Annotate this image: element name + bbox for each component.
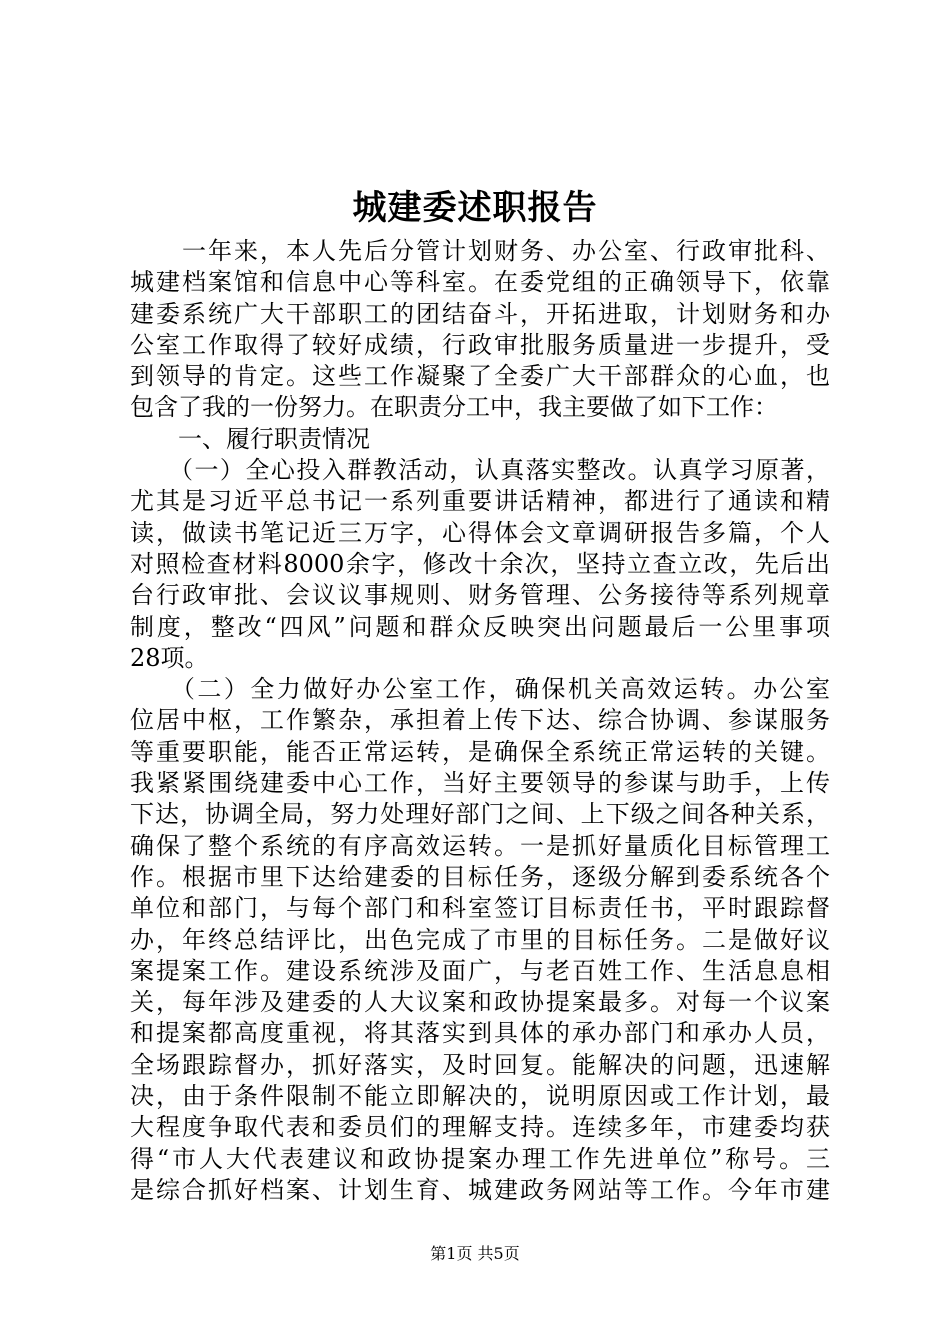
text-line: 单位和部门，与每个部门和科室签订目标责任书，平时跟踪督 <box>130 894 830 923</box>
text-line: 作。根据市里下达给建委的目标任务，逐级分解到委系统各个 <box>130 862 830 891</box>
text-line: 台行政审批、会议议事规则、财务管理、公务接待等系列规章 <box>130 581 830 610</box>
text-line: （二）全力做好办公室工作，确保机关高效运转。办公室 <box>130 675 830 704</box>
text-line: 一年来，本人先后分管计划财务、办公室、行政审批科、 <box>130 237 830 265</box>
text-line: 尤其是习近平总书记一系列重要讲话精神，都进行了通读和精 <box>130 487 830 516</box>
text-line: 读，做读书笔记近三万字，心得体会文章调研报告多篇，个人 <box>130 518 830 547</box>
text-line: 等重要职能，能否正常运转，是确保全系统正常运转的关键。 <box>130 737 830 766</box>
text-line: 包含了我的一份努力。在职责分工中，我主要做了如下工作： <box>130 393 778 422</box>
text-line: 公室工作取得了较好成绩，行政审批服务质量进一步提升，受 <box>130 330 830 359</box>
text-line: 位居中枢，工作繁杂，承担着上传下达、综合协调、参谋服务 <box>130 706 830 735</box>
text-line: 建委系统广大干部职工的团结奋斗，开拓进取，计划财务和办 <box>130 299 830 328</box>
text-line: 我紧紧围绕建委中心工作，当好主要领导的参谋与助手，上传 <box>130 769 830 798</box>
text-line: 和提案都高度重视，将其落实到具体的承办部门和承办人员， <box>130 1019 830 1048</box>
text-line: 确保了整个系统的有序高效运转。一是抓好量质化目标管理工 <box>130 831 830 860</box>
text-line: 案提案工作。建设系统涉及面广，与老百姓工作、生活息息相 <box>130 956 830 985</box>
text-line: （一）全心投入群教活动，认真落实整改。认真学习原著， <box>130 456 830 485</box>
page-footer: 第1页 共5页 <box>430 1244 520 1263</box>
text-line: 办，年终总结评比，出色完成了市里的目标任务。二是做好议 <box>130 925 830 954</box>
text-line: 大程度争取代表和委员们的理解支持。连续多年，市建委均获 <box>130 1113 830 1142</box>
text-line: 28项。 <box>130 643 209 672</box>
text-line: 制度，整改“四风”问题和群众反映突出问题最后一公里事项 <box>130 612 830 641</box>
text-line: 全场跟踪督办，抓好落实，及时回复。能解决的问题，迅速解 <box>130 1050 830 1079</box>
text-line: 得“市人大代表建议和政协提案办理工作先进单位”称号。三 <box>130 1144 830 1173</box>
text-line: 关，每年涉及建委的人大议案和政协提案最多。对每一个议案 <box>130 988 830 1017</box>
text-line: 对照检查材料8000余字，修改十余次，坚持立查立改，先后出 <box>130 549 830 578</box>
text-line: 决，由于条件限制不能立即解决的，说明原因或工作计划，最 <box>130 1082 830 1111</box>
document-body <box>130 236 830 1206</box>
text-line: 下达，协调全局，努力处理好部门之间、上下级之间各种关系， <box>130 800 830 829</box>
text-line: 是综合抓好档案、计划生育、城建政务网站等工作。今年市建 <box>130 1175 830 1204</box>
text-line: 到领导的肯定。这些工作凝聚了全委广大干部群众的心血，也 <box>130 362 830 391</box>
text-line: 一、履行职责情况 <box>130 424 370 453</box>
document-title: 城建委述职报告 <box>352 188 598 228</box>
text-line: 城建档案馆和信息中心等科室。在委党组的正确领导下，依靠 <box>130 268 830 297</box>
